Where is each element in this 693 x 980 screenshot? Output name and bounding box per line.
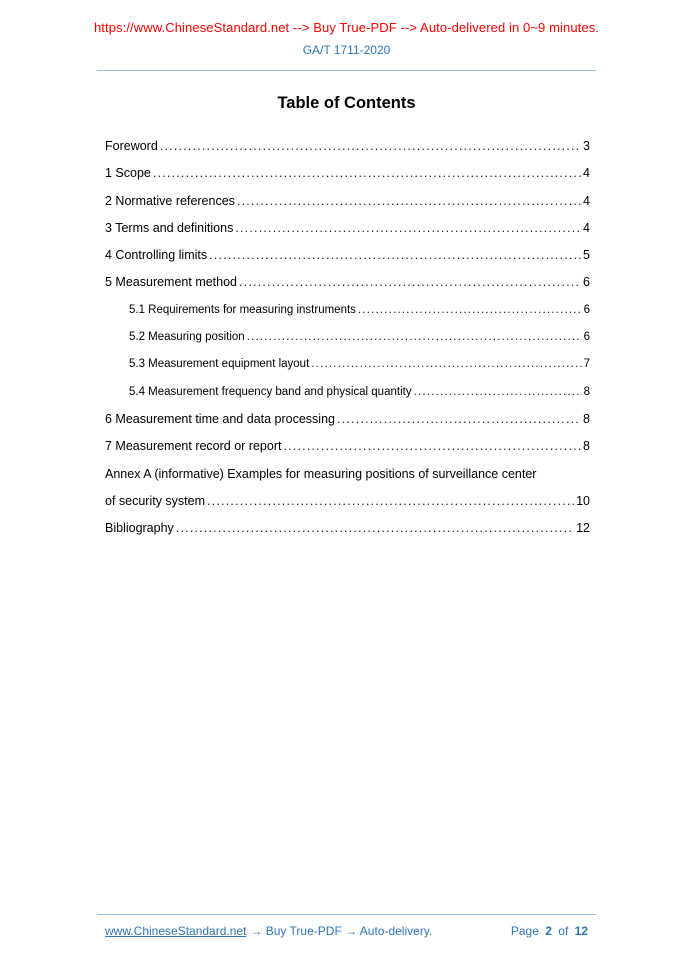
standard-code: GA/T 1711-2020: [302, 43, 391, 57]
toc-entry[interactable]: [105, 324, 590, 351]
page-of-label: of: [558, 924, 569, 938]
toc-entry-page: 4: [583, 193, 590, 208]
toc-entry-label: 2 Normative references: [105, 193, 235, 208]
toc-leader-dots: [237, 188, 581, 215]
toc-entry-label: Bibliography: [105, 521, 174, 536]
footer-site-link[interactable]: www.ChineseStandard.net: [105, 924, 247, 938]
toc-leader-dots: [283, 433, 581, 460]
toc-entry[interactable]: [105, 351, 590, 378]
toc-leader-dots: [235, 215, 581, 242]
toc-entry[interactable]: [105, 242, 590, 269]
toc-entry-label: 5.4 Measurement frequency band and physical quantity: [129, 385, 412, 398]
page-indicator-label: Page: [510, 924, 539, 938]
toc-entry-page: 4: [583, 220, 590, 235]
toc-entry-page: 6: [583, 303, 590, 316]
table-of-contents: [105, 133, 590, 542]
promo-banner-link[interactable]: https://www.ChineseStandard.net --> Buy True-PDF --> Auto-delivered in 0~9 minutes.: [93, 20, 600, 35]
toc-entry-page: 3: [583, 139, 590, 153]
toc-entry-page: 5: [583, 248, 590, 263]
footer-tagline: → Buy True-PDF → Auto-delivery.: [250, 924, 433, 938]
toc-entry-page: 4: [583, 166, 590, 181]
footer-links: [105, 924, 432, 938]
toc-leader-dots: [239, 269, 581, 296]
toc-entry-label: 7 Measurement record or report: [105, 439, 282, 454]
toc-entry-label: 6 Measurement time and data processing: [105, 411, 335, 426]
toc-entry[interactable]: [105, 297, 590, 324]
toc-leader-dots: [160, 133, 581, 160]
toc-entry[interactable]: [105, 433, 590, 460]
toc-entry[interactable]: [105, 188, 590, 215]
toc-entry-page: 7: [583, 358, 590, 371]
toc-entry-page: 6: [583, 331, 590, 344]
toc-entry-label: 3 Terms and definitions: [105, 220, 234, 235]
toc-entry[interactable]: [105, 133, 590, 160]
toc-leader-dots: [414, 379, 582, 406]
toc-entry-label: 5 Measurement method: [105, 275, 238, 290]
toc-entry-label: Foreword: [105, 139, 158, 153]
toc-entry[interactable]: [105, 269, 590, 296]
toc-entry[interactable]: [105, 406, 590, 433]
toc-entry[interactable]: [105, 461, 590, 488]
toc-entry[interactable]: [105, 515, 590, 542]
toc-entry-label: of security system: [105, 493, 206, 508]
toc-entry[interactable]: [105, 488, 590, 515]
toc-entry-label: 5.1 Requirements for measuring instruments: [129, 303, 356, 316]
toc-entry-page: 8: [583, 439, 590, 454]
toc-entry[interactable]: [105, 215, 590, 242]
toc-leader-dots: [247, 324, 582, 351]
toc-leader-dots: [209, 242, 581, 269]
toc-leader-dots: [337, 406, 581, 433]
page-current: 2: [545, 924, 552, 938]
toc-leader-dots: [358, 297, 582, 324]
page-total: 12: [574, 924, 588, 938]
header-divider: [97, 70, 596, 71]
toc-entry-label: 5.2 Measuring position: [129, 331, 245, 344]
toc-leader-dots: [311, 351, 581, 378]
toc-entry[interactable]: [105, 160, 590, 187]
page-indicator: [508, 924, 588, 938]
toc-entry-label: Annex A (informative) Examples for measuring positions of surveillance center: [105, 466, 537, 481]
toc-entry-page: 8: [583, 385, 590, 398]
toc-entry-page: 10: [576, 493, 590, 508]
toc-entry-page: 6: [583, 275, 590, 290]
toc-entry-label: 4 Controlling limits: [105, 248, 208, 263]
toc-leader-dots: [153, 160, 581, 187]
toc-leader-dots: [176, 515, 574, 542]
toc-leader-dots: [207, 488, 574, 515]
toc-entry[interactable]: [105, 379, 590, 406]
page-title: Table of Contents: [277, 94, 416, 112]
toc-entry-page: 12: [576, 521, 590, 536]
toc-entry-label: 5.3 Measurement equipment layout: [129, 358, 310, 371]
toc-entry-page: 8: [583, 411, 590, 426]
toc-entry-label: 1 Scope: [105, 166, 151, 181]
page-footer: [97, 914, 596, 938]
